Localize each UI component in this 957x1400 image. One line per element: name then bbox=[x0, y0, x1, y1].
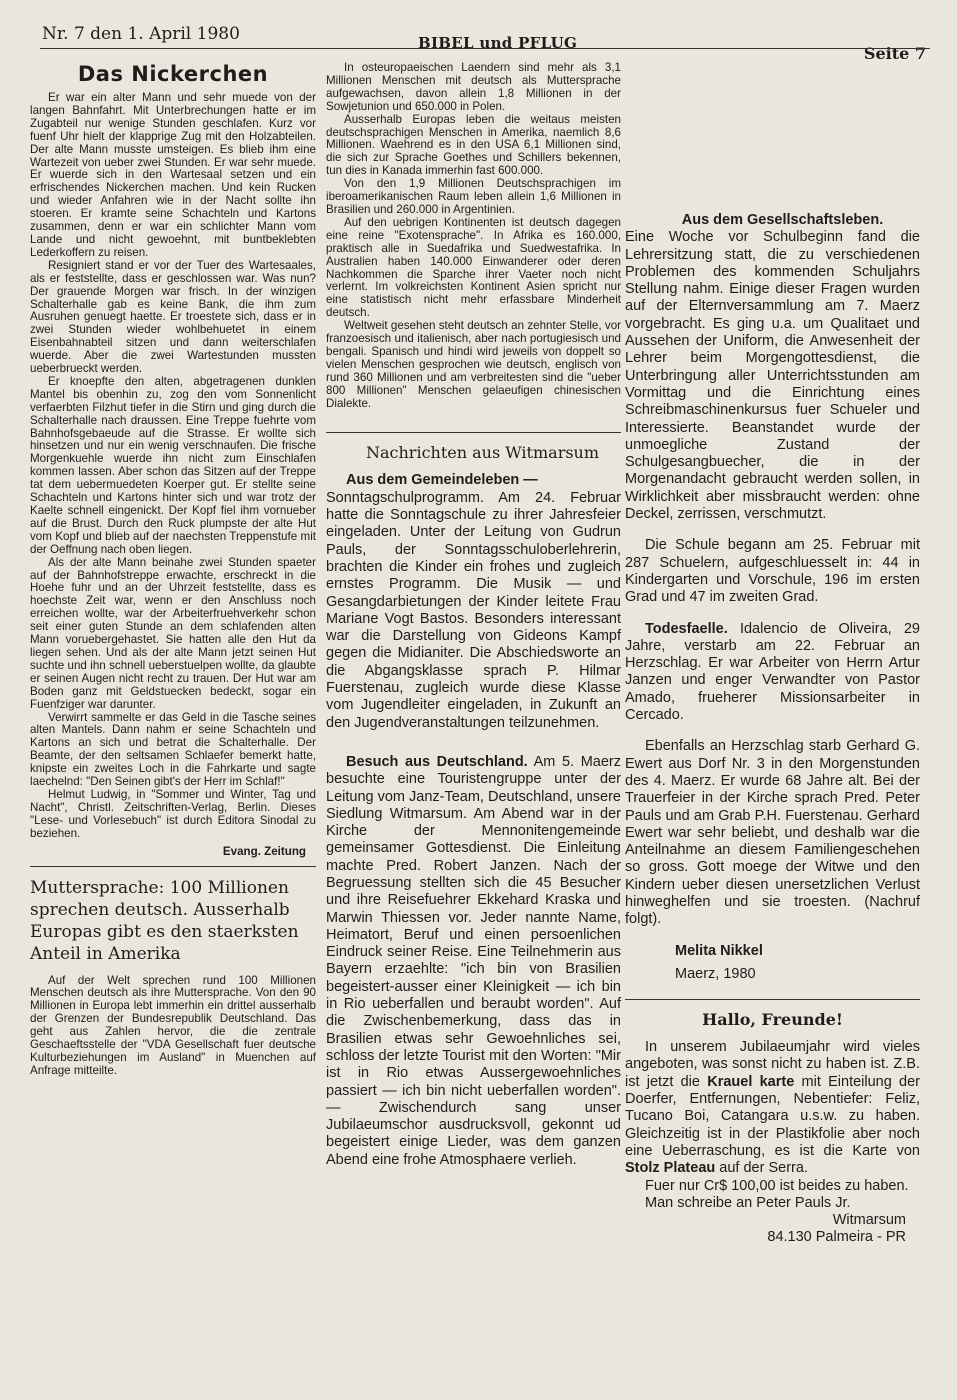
paragraph: Ebenfalls an Herzschlag starb Gerhard G. Ewert aus Dorf Nr. 3 in den Morgenstunden des 4. Maerz. Er wurde 68 Jahre alt. Bei der Trauerfeier in der Kirche sprach Pred. Peter Pauls und am Grab P.H. Fuerstenau. Gerhard Ewert war sehr beliebt, und deshalb war die Anteilnahme an diesem Familiengeschehen so gross. Gott moege der Witwe und den Kindern ueber diesen unersetzlichen Verlust hinweghelfen und sie troesten. (Nachruf folgt). bbox=[625, 738, 920, 928]
subhead-gemeindeleben: Aus dem Gemeindeleben — bbox=[346, 472, 538, 489]
article-title-nickerchen: Das Nickerchen bbox=[77, 62, 269, 86]
paragraph: Als der alte Mann beinahe zwei Stunden spaeter auf der Bahnhofstreppe erwachte, erschreckt in die Hoehe fuhr und an der Uhrzeit feststellte, dass es hoechste Zeit war, wenn er den Anschluss noch erreichen wollte, war der Arbeiterfruehverkehr schon seit einer guten Stunde an dem schlafenden alten Mann voruebergehastet. Sie hatten alle den Hut da liegen sehen. Und als der alte Mann jetzt seinen Hut suchte und ihn schnell ueberstuelpen wollte, da glaubte er seinen Augen nicht recht zu trauen. Der Hut war am Boden ganz mit Geldstuecken bedeckt, sogar ein Fuenfziger war darunter. bbox=[30, 555, 316, 711]
column-1 bbox=[30, 62, 316, 1078]
article-date: Maerz, 1980 bbox=[675, 965, 756, 982]
highlight-krauel-karte: Krauel karte bbox=[707, 1073, 795, 1090]
article-title-nachrichten: Nachrichten aus Witmarsum bbox=[366, 443, 600, 463]
subhead-gesellschaftsleben: Aus dem Gesellschaftsleben. bbox=[681, 212, 884, 228]
paragraph: Weltweit gesehen steht deutsch an zehnter Stelle, vor franzoesisch und italienisch, aber nach portugiesisch und bengali. Spanisch und hindi wird jeweils von doppelt so vielen Menschen gesprochen wie deutsch, englisch von rund 360 Millionen und am verbreitesten sind die "ueber 800 Millionen" Menschen gelaeufigen chinesischen Dialekte. bbox=[326, 319, 621, 410]
article-title-muttersprache: Muttersprache: 100 Millionen sprechen deutsch. Ausserhalb Europas gibt es den staerksten Anteil in Amerika bbox=[30, 877, 299, 964]
section-rule bbox=[326, 432, 621, 433]
paragraph: Die Schule begann am 25. Februar mit 287 Schuelern, aufgeschluesselt in: 44 in Kindergarten und Vorschule, 196 im ersten Grad und 47 im zweiten Grad. bbox=[625, 537, 920, 606]
paragraph: Idalencio de Oliveira, 29 Jahre, verstarb am 22. Februar an Herzschlag. Er war Arbeiter von Herrn Artur Janzen und enger Verwandter von Pastor Amado, frueherer Missionsarbeiter in Cercado. bbox=[625, 620, 920, 724]
source-note: Helmut Ludwig, in "Sommer und Winter, Tag und Nacht", Christl. Zeitschriften-Verlag, Berlin. Dieses "Lese- und Vorlesebuch" ist durch Editora Sinodal zu beziehen. bbox=[30, 787, 316, 840]
paragraph: Verwirrt sammelte er das Geld in die Tasche seines alten Mantels. Dann nahm er seine Schachteln und Kartons an sich und betrat die Schalterhalle. Der Beamte, der den seltsamen Schlaefer bemerkt hatte, knipste ein zweites Loch in die Fahrkarte und sagte laechelnd: "Den Seinen gibt's der Herr im Schlaf!" bbox=[30, 710, 316, 789]
article-nachrichten bbox=[326, 472, 621, 1169]
paragraph: Sonntagschulprogramm. Am 24. Februar hatte die Sonntagschule zu ihrer Jahresfeier eingeladen. Unter der Leitung von Gudrun Pauls, der Sonntagsschuloberlehrerin, brachten die Kinder ein frohes und zugleich ernstes Programm. Die Musik — und Gesangdarbietungen der Kinder leitete Frau Mariane Vogt Bastos. Besonders interessant war die Darstellung von Gideons Kampf gegen die Midianiter. Die Abschiedsworte an die Abgangsklasse sprach P. Hilmar Fuerstenau, zugleich wurde diese Klasse vom Jugendleiter eingeladen, in Zukunft an den Jugendveranstaltungen teilzunehmen. bbox=[326, 489, 621, 731]
address-line-1: Witmarsum bbox=[832, 1212, 906, 1229]
paragraph: In unserem Jubilaeumjahr wird vieles angeboten, was sonst nicht zu haben ist. Z.B. ist jetzt die bbox=[625, 1039, 920, 1090]
column-2 bbox=[326, 62, 621, 1169]
article-muttersprache-cont bbox=[326, 62, 621, 410]
address-line-2: 84.130 Palmeira - PR bbox=[767, 1229, 906, 1246]
subhead-todesfaelle: Todesfaelle. bbox=[645, 620, 728, 637]
header-rule bbox=[40, 48, 930, 49]
paragraph: In osteuropaeischen Laendern sind mehr als 3,1 Millionen Menschen mit deutsch als Muttersprache aufgewachsen, davon allein 1,8 Millionen in der Sowjetunion und 650.000 in Polen. bbox=[326, 61, 621, 113]
article-muttersprache-start bbox=[30, 975, 316, 1078]
page-number: Seite 7 bbox=[863, 44, 926, 63]
price-note: Fuer nur Cr$ 100,00 ist beides zu haben. bbox=[645, 1177, 909, 1194]
paragraph: Am 5. Maerz besuchte eine Touristengruppe unter der Leitung vom Janz-Team, Deutschland, unsere Siedlung Witmarsum. Am Abend war in der Kirche der Mennonitengemeinde gemeinsamer Gottesdienst. Die Einleitung machte Pred. Robert Janzen. Nach der Begruessung stellten sich die 45 Besucher und ihre Reisefuehrer Ekkehard Kraska und Marwin Thiessen vor. Jeder nannte Name, Heimatort, Beruf und einen persoenlichen Eindruck seiner Reise. Eine Teilnehmerin aus Bayern erzaehlte: "ich bin von Brasilien begeistert-ausser einer Kleinigkeit — ich bin in Rio ueberfallen und beraubt worden". Auf die Zwischenbemerkung, dass das in Brasilien etwas sehr Gewoehnliches sei, schloss der letzte Tourist mit den Worten: "Mir ist in Rio etwas Aussergewoehnliches passiert — ich bin nicht ueberfallen worden". — Zwischendurch sang unser Jubilaeumschor ausdrucksvoll, gekonnt ud begeistert einige Lieder, was dem ganzen Abend eine frohe Atmosphaere verlieh. bbox=[326, 753, 622, 1168]
paragraph: Von den 1,9 Millionen Deutschsprachigen im iberoamerikanischen Raum leben allein 1,6 Millionen in Brasilien und 260.000 in Argentinien. bbox=[326, 177, 621, 216]
paragraph: Er war ein alter Mann und sehr muede von der langen Bahnfahrt. Mit Unterbrechungen hatte er im Zugabteil nur wenige Stunden geschlafen. Kurz vor fuenf Uhr hielt der klapprige Zug mit den Holzabteilen. Der alte Mann musste umsteigen. Es blieb ihm eine Wartezeit von ueber zwei Stunden. Er war sehr muede. Er wuerde sich in den Wartesaal setzen und ein erfrischendes Nickerchen machen. Und kein Rucken und wieder Anfahren wie in der Nacht sollte ihn stoeren. Er kramte seine Schachteln und Kartons zusammen, denn er war ein schlichter Mann vom Lande und nicht gewoehnt, mit buntbeklebten Lederkoffern zu reisen. bbox=[30, 91, 316, 259]
paragraph: Er knoepfte den alten, abgetragenen dunklen Mantel bis obenhin zu, zog den vom Sonnenlicht verfaerbten Filzhut tiefer in die Stirn und ging durch die Schalterhalle nach draussen. Eine Treppe fuehrte vom Bahnhofsgebaeude auf die Strasse. Er wollte sich hinsetzen und nur ein wenig verschnaufen. Die frische Morgenkuehle wuerde ihn nicht zum Einschlafen kommen lassen. Aber schon das Sitzen auf der Treppe tat dem uebermuedeten Koerper gut. Er stellte seine Schachteln und Kartons hinter sich und war trotz der Kaelte schnell eingenickt. Der Kopf fiel ihm vornueber auf die Brust. Durch den Ruck plumpste der alte Hut vom Kopf und blieb auf der naechsten Treppenstufe mit der Oeffnung nach oben liegen. bbox=[30, 374, 316, 556]
article-title-hallo: Hallo, Freunde! bbox=[702, 1010, 843, 1030]
paragraph: auf der Serra. bbox=[719, 1160, 808, 1177]
newspaper-name: BIBEL und PFLUG bbox=[418, 34, 578, 52]
page-header bbox=[30, 18, 930, 63]
highlight-stolz-plateau: Stolz Plateau bbox=[625, 1160, 716, 1177]
paragraph: Ausserhalb Europas leben die weitaus meisten deutschsprachigen Menschen in Amerika, naemlich 8,6 Millionen. Waehrend es in den USA 6,1 Millionen sind, die sich zur Sprache Goethes und Schillers bekennen, tun dies in Kanada immerhin fast 600.000. bbox=[326, 112, 621, 178]
column-3 bbox=[625, 62, 920, 1247]
section-rule bbox=[30, 866, 316, 867]
subhead-besuch: Besuch aus Deutschland. bbox=[346, 753, 528, 770]
article-nachrichten-cont bbox=[625, 62, 920, 983]
paragraph: Auf der Welt sprechen rund 100 Millionen Menschen deutsch als ihre Muttersprache. Von den 90 Millionen in Europa lebt immerhin ein drittel ausserhalb der Grenzen der Bundesrepublik Deutschland. Das geht aus Zahlen hervor, die die zentrale Geschaeftsstelle der "VDA Gesellschaft fuer deutsche Kulturbeziehungen im Ausland" in Muenchen auf Anfrage mitteilte. bbox=[30, 973, 316, 1077]
paragraph: Auf den uebrigen Kontinenten ist deutsch dagegen eine reine "Exotensprache". In Afrika es 160.000, praktisch alle in Suedafrika und Suedwestafrika. In Australien haben 140.000 Einwanderer oder deren Nachkommen die Sparche ihrer Vaeter noch nicht verlernt. Im volkreichsten Kontinent Asien spricht nur eine statistisch nicht mehr erfassbare Minderheit deutsch. bbox=[326, 215, 621, 320]
paragraph: Eine Woche vor Schulbeginn fand die Lehrersitzung statt, die zu verschiedenen Problemen des kommenden Schuljahrs Stellung nahm. Einige dieser Fragen wurden auf der Elternversammlung am 7. Maerz vorgebracht. Es ging u.a. um Qualitaet und Aussehen der Uniform, die Anwesenheit der Lehrer beim Morgengottesdienst, die Unterbringung aller Unterrichtsstunden am Vormittag und die Einrichtung eines Schreibmaschinenkursus fuer Schueler und Interessierte. Beanstandet wurde der unmoegliche Zustand der Schulgesangbuecher, die in der Morgenandacht gebraucht werden sollen, in Wirklichkeit aber missbraucht werden: ohne Deckel, zerrissen, verschmutzt. bbox=[625, 229, 920, 523]
section-rule bbox=[625, 999, 920, 1000]
paragraph: Resigniert stand er vor der Tuer des Wartesaales, als er feststellte, dass er geschlossen war. Was nun? Der grauende Morgen war frisch. In der winzigen Schalterhalle gab es keine Bank, die ihm zum Ausruhen genuegt haette. Er troestete sich, dass er in zwei Stunden wieder wohlbehuetet in einem Eisenbahnabteil sitzen und dann weiterschlafen wuerde. Aber die zwei Wartestunden mussten ueberbrueckt werden. bbox=[30, 258, 316, 376]
contact-note: Man schreibe an Peter Pauls Jr. bbox=[645, 1194, 851, 1211]
article-nickerchen bbox=[30, 92, 316, 841]
issue-date: Nr. 7 den 1. April 1980 bbox=[42, 24, 240, 44]
article-hallo bbox=[625, 1039, 920, 1247]
article-signature: Evang. Zeitung bbox=[222, 844, 306, 858]
article-author: Melita Nikkel bbox=[675, 942, 763, 959]
paragraph: mit Einteilung der Doerfer, Entfernungen, Nebentiefer: Feliz, Tucano Boi, Catangara u.s.w. zu haben. Gleichzeitig ist in der Plastikfolie aber noch eine Ueberraschung, es ist die Karte von bbox=[625, 1073, 921, 1159]
